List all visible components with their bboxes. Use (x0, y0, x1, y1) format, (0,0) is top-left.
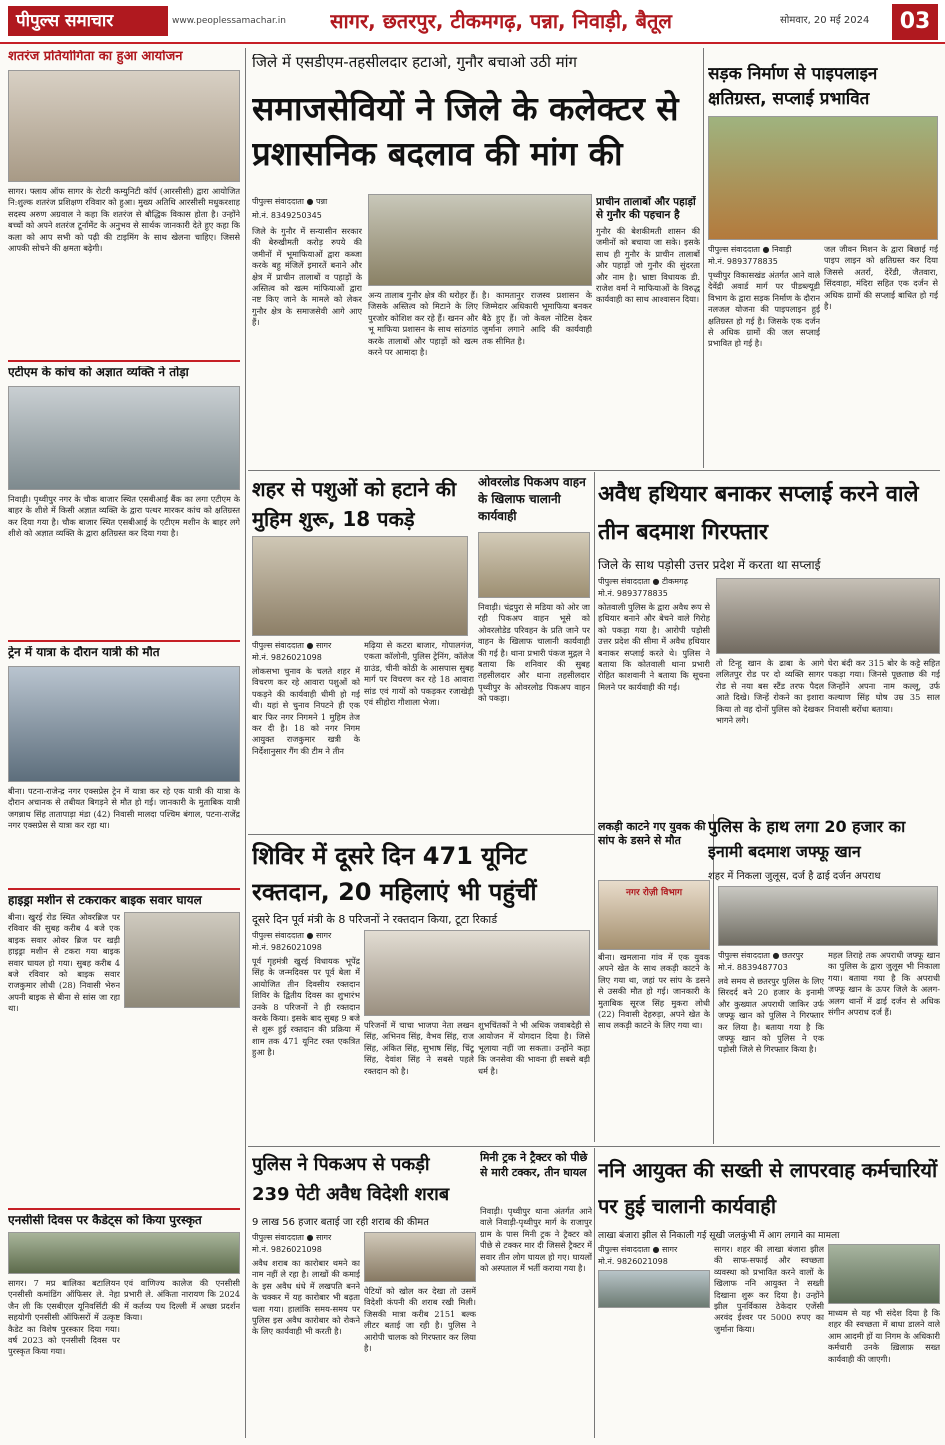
main-mobile: मो.नं. 8349250345 (252, 211, 322, 220)
atm-headline: एटीएम के कांच को अज्ञात व्यक्ति ने तोड़ा (8, 366, 189, 379)
blood-body-3: शुभचिंतकों ने भी अधिक जवाबदेही से आयोजन में योगदान दिया है। जिसे भूलाया नहीं जा सकता। उन्होंने कहा कि जनसेवा की भावना ही सबसे बड़ी धर्म है। (478, 1020, 590, 1076)
reward-subhead: शहर में निकला जुलूस, दर्ज है ढाई दर्जन अपराध (708, 871, 881, 882)
liquor-body-1: अवैध शराब का कारोबार थमने का नाम नहीं ले रहा है। लाखों की कमाई के इस अवैध धंधे में लखपति बनने के चक्कर में यह कारोबार भी बढ़ता चला गया। हालांकि समय-समय पर पुलिस इस अवैध कारोबार को रोकने के लिए कार्यवाही भी करती है। (252, 1258, 360, 1337)
overload-body: निवाड़ी। चंद्रपुरा से मडिया को ओर जा रही पिकअप वाहन भूसे को ओवरलोडेड परिवहन के प्रति जाने पर वाहन के खिलाफ चालानी कार्यवाही की गई है। थाना प्रभारी पंकज मुद्गल ने बताया कि शनिवार की सुबह तहसीलदार और थाना तहसीलदार पृथ्वीपुर के ओवरलोड पिकअप वाहन को पकड़ा। (478, 602, 590, 704)
liquor-mobile: मो.नं. 9826021098 (252, 1245, 322, 1254)
train-photo (8, 666, 240, 782)
arms-subhead: जिले के साथ पड़ोसी उत्तर प्रदेश में करता था सप्लाई (598, 558, 821, 572)
main-kicker: जिले में एसडीएम-तहसीलदार हटाओ, गुनौर बचाओ उठी मांग (252, 54, 578, 71)
ncc-body-cont: एवं वाणिज्य कालेज की एनसीसी प्रभारी ले. अंकिता नारायण कि 2024 में कर्तव्य पथ दिल्ली में अच्छा प्रदर्शन किया। (124, 1278, 240, 1323)
overload-photo (478, 532, 590, 598)
excavator-photo (368, 194, 592, 286)
reward-photo (718, 886, 938, 946)
reward-headline: पुलिस के हाथ लगा 20 हजार का इनामी बदमाश जफ्फू खान (708, 817, 906, 861)
municipal-mobile: मो.नं. 9826021098 (598, 1257, 668, 1266)
divider (8, 640, 240, 642)
row-rule (248, 834, 594, 835)
chess-photo (8, 70, 240, 182)
divider (8, 888, 240, 890)
cattle-body-1: लोकसभा चुनाव के चलते शहर में विचरण कर रहे आवारा पशुओं को पकड़ने की कार्यवाही धीमी हो गई थी। यहां से चुनाव निपटने ही एक बार फिर नगर निगमने 1 मुहिम तेज कर दी है। 18 को नगर निगम आयुक्त राजकुमार खत्री के निर्देशानुसार गैंग की टीम ने तीन (252, 666, 360, 756)
reward-body-2: महल तिराहे तक अपराधी जफ्फू खान का पुलिस के द्वारा जुलूस भी निकाला गया। बताया गया है कि अपराधी जफ्फू खान के ऊपर जिले के अलग-अलग थानों में ढाई दर्जन से अधिक संगीन अपराध दर्ज हैं। (828, 950, 940, 1018)
snake-body: बीना। खमलाना गांव में एक युवक अपने खेत के साथ लकड़ी काटने के लिए गया था, जहां पर सांप के डसने से उसकी मौत हो गई। जानकारी के मुताबिक सूरज सिंह मुकरा लोधी (22) निवासी देहरुड़ा, अपने खेत के साथ लकड़ी काटने के लिए गया था। (598, 952, 710, 1031)
main-byline: पीपुल्स संवाददाता ● पन्ना (252, 197, 328, 206)
blood-subhead: दूसरे दिन पूर्व मंत्री के 8 परिजनों ने रक्तदान किया, टूटा रिकार्ड (252, 913, 498, 926)
reward-mobile: मो.नं. 8839487703 (718, 963, 788, 972)
municipal-body-2: माध्यम से यह भी संदेश दिया है कि शहर की स्वच्छता में बाधा डालने वाले आम आदमी हों या निगम के अधिकारी कर्मचारी उनके ख़िलाफ़ सख्त कार्यवाही की जाएगी। (828, 1308, 940, 1364)
reward-byline: पीपुल्स संवाददाता ● छतरपुर (718, 951, 804, 960)
column-rule (594, 472, 595, 1142)
road-headline: सड़क निर्माण से पाइपलाइन क्षतिग्रस्त, सप्लाई प्रभावित (708, 64, 878, 109)
liquor-headline: पुलिस ने पिकअप से पकड़ी 239 पेटी अवैध विदेशी शराब (252, 1154, 450, 1205)
main-body-1: जिले के गुनौर में सन्यासीन सरकार की बेरुखीमती करोड़ रुपये की जमीनों में भूमाफियाओं द्वारा कब्जा करके बहु मंजिलें इमारतें बनाने और क्षेत्र में प्राचीन तालाबों व पहाड़ों के अस्तित्व को खत्म मांफियाओं द्वारा नष्ट किए जाने के मामले को लेकर गुनौर क्षेत्र के समाजसेवी आगे आए हैं। (252, 226, 362, 328)
row-rule (248, 1146, 940, 1147)
train-headline: ट्रेन में यात्रा के दौरान यात्री की मौत (8, 646, 160, 659)
main-headline: समाजसेवियों ने जिले के कलेक्टर से प्रशासनिक बदलाव की मांग की (252, 89, 679, 173)
road-photo (708, 116, 938, 240)
column-rule (594, 1148, 595, 1438)
arms-headline: अवैध हथियार बनाकर सप्लाई करने वाले तीन बदमाश गिरफ्तार (598, 482, 919, 545)
liquor-photo (364, 1232, 476, 1282)
main-body-3: है। कामतानुर राजस्व प्रशासन के जिम्मेदार अधिकारी भूमाफिया बनकर बैठे हुए हैं। जो केवल नोटिस देकर जुर्माना लगाने आदि की कार्यवाही तक सीमित है। (482, 290, 592, 346)
truck-headline: मिनी ट्रक ने ट्रैक्टर को पीछे से मारी टक्कर, तीन घायल (480, 1151, 588, 1179)
chess-headline: शतरंज प्रतियोगिता का हुआ आयोजन (8, 50, 183, 64)
cattle-photo (252, 536, 468, 636)
road-body-1: पृथ्वीपुर विकासखंड अंतर्गत आने वाले देवेंद्री अवार्ड मार्ग पर पीडब्ल्यूडी विभाग के द्वारा सड़क निर्माण के दौरान नलजल योजना की पाइपलाइन हुई क्षतिग्रस्त हो गई है। जिसके एक दर्जन से अधिक ग्रामों की जल सप्लाई प्रभावित हो गई है। (708, 270, 820, 349)
column-rule (703, 48, 704, 468)
page-number: 03 (892, 4, 938, 40)
newspaper-logo: पीपुल्स समाचार (8, 6, 168, 36)
cattle-body-2: मढ़िया से कटरा बाजार, गोपालगंज, एकता कॉलोनी, पुलिस ट्रेनिंग, कॉलेज ग्राउंड, चीनी कोठी के आसपास सुबह मार्ग पर विचरण कर रहे 18 आवारा सांड एवं गायों को पकड़कर रजाखेड़ी एवं सीहोरा गौशाला भेजा। (364, 640, 474, 708)
road-body-2: जल जीवन मिशन के द्वारा बिछाई गई पाइप लाइन को क्षतिग्रस्त कर दिया जिससे अतर्रा, देरेंडी, जैतवारा, सिंदवाहा, मंदिरा सहित एक दर्जन से अधिक ग्रामों की सप्लाई बाधित हो गई है। (824, 244, 938, 312)
blood-mobile: मो.नं. 9826021098 (252, 943, 322, 952)
divider (8, 360, 240, 362)
column-rule (245, 48, 246, 1438)
blood-body-2: परिजनों में चाचा भाजपा नेता लखन सिंह, अभिनव सिंह, वैभव सिंह, राज सिंह, अंकित सिंह, सुभाष सिंह, चिंटू सिंह, देवांश सिंह ने सबसे पहले रक्तदान को है। (364, 1020, 474, 1076)
municipal-byline: पीपुल्स संवाददाता ● सागर (598, 1245, 678, 1254)
road-byline: पीपुल्स संवाददाता ● निवाड़ी (708, 245, 792, 254)
hydra-headline: हाइड्रा मशीन से टकराकर बाइक सवार घायल (8, 894, 202, 907)
arms-mobile: मो.नं. 9893778835 (598, 589, 668, 598)
arms-photo (716, 578, 940, 654)
blood-headline: शिविर में दूसरे दिन 471 यूनिट रक्तदान, 20 महिलाएं भी पहुंचीं (252, 842, 537, 906)
cattle-byline: पीपुल्स संवाददाता ● सागर (252, 641, 332, 650)
overload-headline: ओवरलोड पिकअप वाहन के खिलाफ चालानी कार्यवाही (478, 475, 586, 523)
row-rule (248, 470, 940, 471)
main-body-2: अन्य तालाब गुनौर क्षेत्र की धरोहर हैं। जिसके अस्तित्व को मिटाने के लिए पुरजोर कोशिश कर रहे हैं। खनन और भू माफिया प्रशासन के साथ सांठगांठ करके तालाबों और पहाड़ों को खत्म करने पर आमादा है। (368, 290, 478, 358)
reward-body-1: लवे समय से छतरपुर पुलिस के लिए सिरदर्द बने 20 हजार के इनामी और कुख्यात अपराधी जाकिर उर्फ जफ्फू खान को पुलिस ने गिरफ्तार कर लिया है। बताया गया है कि जफ्फू खान को पुलिस ने एक पड़ोसी जिले से गिरफ्तार किया है। (718, 976, 824, 1055)
hydra-body: बीना। खुरई रोड स्थित ओवरब्रिज पर रविवार की सुबह करीब 4 बजे एक बाइक सवार ओवर ब्रिज पर खड़ी हाइड्रा मशीन से टकरा गया बाइक सवार घायल हो गया। सुबह करीब 4 बजे रविवार को बाइक सवार राजकुमार लोधी (28) निवासी भेरुन अपनी बाइक से बीना से सांस जा रहा था। (8, 912, 120, 1014)
arms-body-3: घेरा बंदी कर 315 बोर के कट्टे सहित पकड़ा गया। जिनसे पूछताछ की गई जिन्होंने अपना नाम कल्लू, उर्फ कल्याण सिंह घोष उम्र 35 साल निवासी बरोंधा बताया। (828, 658, 940, 714)
cattle-headline: शहर से पशुओं को हटाने की मुहिम शुरू, 18 पकड़े (252, 477, 457, 531)
divider (8, 1208, 240, 1210)
municipal-headline: ननि आयुक्त की सख्ती से लापरवाह कर्मचारियों पर हुई चालानी कार्यवाही (598, 1158, 938, 1218)
hydra-photo (124, 912, 240, 1008)
side-body: गुनौर की बेशकीमती शासन की जमीनों को बचाया जा सके। इसके साथ ही गुनौर के प्राचीन तालाबों और पहाड़ों जो गुनौर की सुंदरता और नाम है। भ्राष्टा विधायक डी. राजेश वर्मा ने माफियाओं के विरुद्ध कार्यवाही का साथ आश्वासन दिया। (596, 226, 700, 305)
edition-cities: सागर, छतरपुर, टीकमगढ़, पन्ना, निवाड़ी, बैतूल (330, 9, 672, 33)
cattle-mobile: मो.नं. 9826021098 (252, 653, 322, 662)
train-body: बीना। पटना-राजेन्द्र नगर एक्सप्रेस ट्रेन में यात्रा कर रहे एक यात्री की यात्रा के दौरान अचानक से तबीयत बिगड़ने से मौत हो गई। जानकारी के मुताबिक यात्री जगन्नाथ सिंह तातापाड़ा मंडा (42) निवासी मालदा पश्चिम बंगाल, पटना-राजेंद्र नगर एक्सप्रेस से यात्रा कर रहा था। (8, 786, 240, 831)
blood-photo (364, 930, 590, 1016)
liquor-subhead: 9 लाख 56 हजार बताई जा रही शराब की कीमत (252, 1217, 429, 1228)
truck-body: निवाड़ी। पृथ्वीपुर थाना अंतर्गत आने वाले निवाड़ी-पृथ्वीपुर मार्ग के राजापुर ग्राम के पास मिनी ट्रक ने ट्रैक्टर को पीछे से टक्कर मार दी जिससे ट्रैक्टर में सवार तीन लोग घायल हो गए। घायलों को अस्पताल में भर्ती कराया गया है। (480, 1206, 592, 1274)
side-headline: प्राचीन तालाबों और पहाड़ों से गुनौर की पहचान है (596, 196, 696, 221)
road-mobile: मो.नं. 9893778835 (708, 257, 778, 266)
snake-photo (598, 880, 710, 950)
snake-headline: लकड़ी काटने गए युवक की सांप के डसने से मौत (598, 820, 706, 847)
liquor-byline: पीपुल्स संवाददाता ● सागर (252, 1233, 332, 1242)
arms-body-1: कोतवाली पुलिस के द्वारा अवैध रूप से हथियार बनाने और बेचने वाले गिरोह को पकड़ा गया है। आरोपी पड़ोसी उत्तर प्रदेश की सीमा में अवैध हथियार बनाकर सप्लाई करते थे। पुलिस ने बताया कि कोतवाली थाना प्रभारी रोहित काशवानी ने बताया कि सूचना मिलने पर कार्यवाही की गई। (598, 602, 710, 692)
municipal-body-1: सागर। शहर की लाखा बंजारा झील की साफ-सफाई और स्वच्छता व्यवस्था को प्रभावित करने वालों के खिलाफ ननि आयुक्त ने सख्ती दिखाना शुरू कर दिया है। उन्होंने झील पुनर्विकास ठेकेदार एजेंसी अरवंद ईश्वर पर 5000 रुपए का जुर्माना किया। (714, 1244, 824, 1334)
website-url[interactable]: www.peoplessamachar.in (172, 16, 286, 26)
ncc-body: सागर। 7 मप्र बालिका बटालियन एनसीसी कमांडिंग ऑफिसर ले. नेहा जैन ली कि एसबीएल यूनिवर्सिटी की सहयोगी एनसीसी ऑफिसरों में उत्कृष्ट कैडेट का विशेष पुरस्कार दिया गया। वर्ष 2023 को एनसीसी दिवस पर पुरस्कृत किया गया। (8, 1278, 120, 1357)
lake-photo (598, 1270, 710, 1308)
atm-body: निवाड़ी। पृथ्वीपुर नगर के चौक बाजार स्थित एसबीआई बैंक का लगा एटीएम के बाहर के शीशे में किसी अज्ञात व्यक्ति के द्वारा पत्थर मारकर कांच को क्षतिग्रस्त कर दिया गया है। चौक बाजार स्थित एसबीआई के एटीएम मशीन के बाहर लगे शीशे को अज्ञात व्यक्ति के द्वारा क्षतिग्रस्त कर दिया गया है। (8, 494, 240, 539)
shop-sign: नगर रोज़ी विभाग (625, 888, 683, 898)
liquor-body-2: पेटियों को खोल कर देखा तो उसमें विदेशी कंपनी की शराब रखी मिली। जिसकी मात्रा करीब 2151 बल्क लीटर बताई जा रही है। पुलिस ने आरोपी चालक को गिरफ्तार कर लिया है। (364, 1286, 476, 1354)
ncc-headline: एनसीसी दिवस पर कैडेट्स को किया पुरस्कृत (8, 1214, 202, 1227)
inspection-photo (828, 1244, 940, 1304)
arms-byline: पीपुल्स संवाददाता ● टीकमगढ़ (598, 577, 689, 586)
blood-byline: पीपुल्स संवाददाता ● सागर (252, 931, 332, 940)
municipal-subhead: लाखा बंजारा झील से निकाली गई सूखी जलकुंभी में आग लगाने का मामला (598, 1231, 840, 1241)
issue-date: सोमवार, 20 मई 2024 (780, 15, 870, 26)
ncc-photo (8, 1232, 240, 1274)
blood-body-1: पूर्व गृहमंत्री खुरई विधायक भूपेंद्र सिंह के जन्मदिवस पर पूर्व बेला में आयोजित तीन दिवसीय रक्तदान शिविर के द्वितीय दिवस का शुभारंभ उनके 8 परिजनों ने ही रक्तदान करके किया। इसके बाद सुबह 9 बजे से शुरू हुई रक्तदान की प्रक्रिया में शाम तक 471 यूनिट रक्त एकत्रित हुआ है। (252, 956, 360, 1058)
arms-body-2: तो टिन्हू खान के ढाबा के आगे ललितपुर रोड पर दो व्यक्ति सागर रोड से नया बस स्टैंड तरफ पैदल आते दिखे। जिन्हें रोकने का इशारा किया तो वह दोनों पुलिस को देखकर भागने लगे। (716, 658, 824, 726)
atm-photo (8, 386, 240, 490)
chess-body: सागर। फ्लाय ऑफ सागर के रोटरी कम्युनिटी कॉर्प (आरसीसी) द्वारा आयोजित नि:शुल्क शतरंज प्रशिक्षण रविवार को हुआ। मुख्य अतिथि आरसीसी मधुकरशाह सदस्य अरुण अग्रवाल ने कहा कि शतरंज से बौद्धिक विकास होता है। उन्होंने बच्चों को अपने शतरंज टूर्नामेंट के अनुभव से सार्थक जानकारी देते हुए कहा कि कला को आप सभी को पढ़ी की टाइमिंग के साथ खेलना चाहिए। जिससे आपकी सोचने की क्षमता बढ़ेगी। (8, 186, 240, 254)
